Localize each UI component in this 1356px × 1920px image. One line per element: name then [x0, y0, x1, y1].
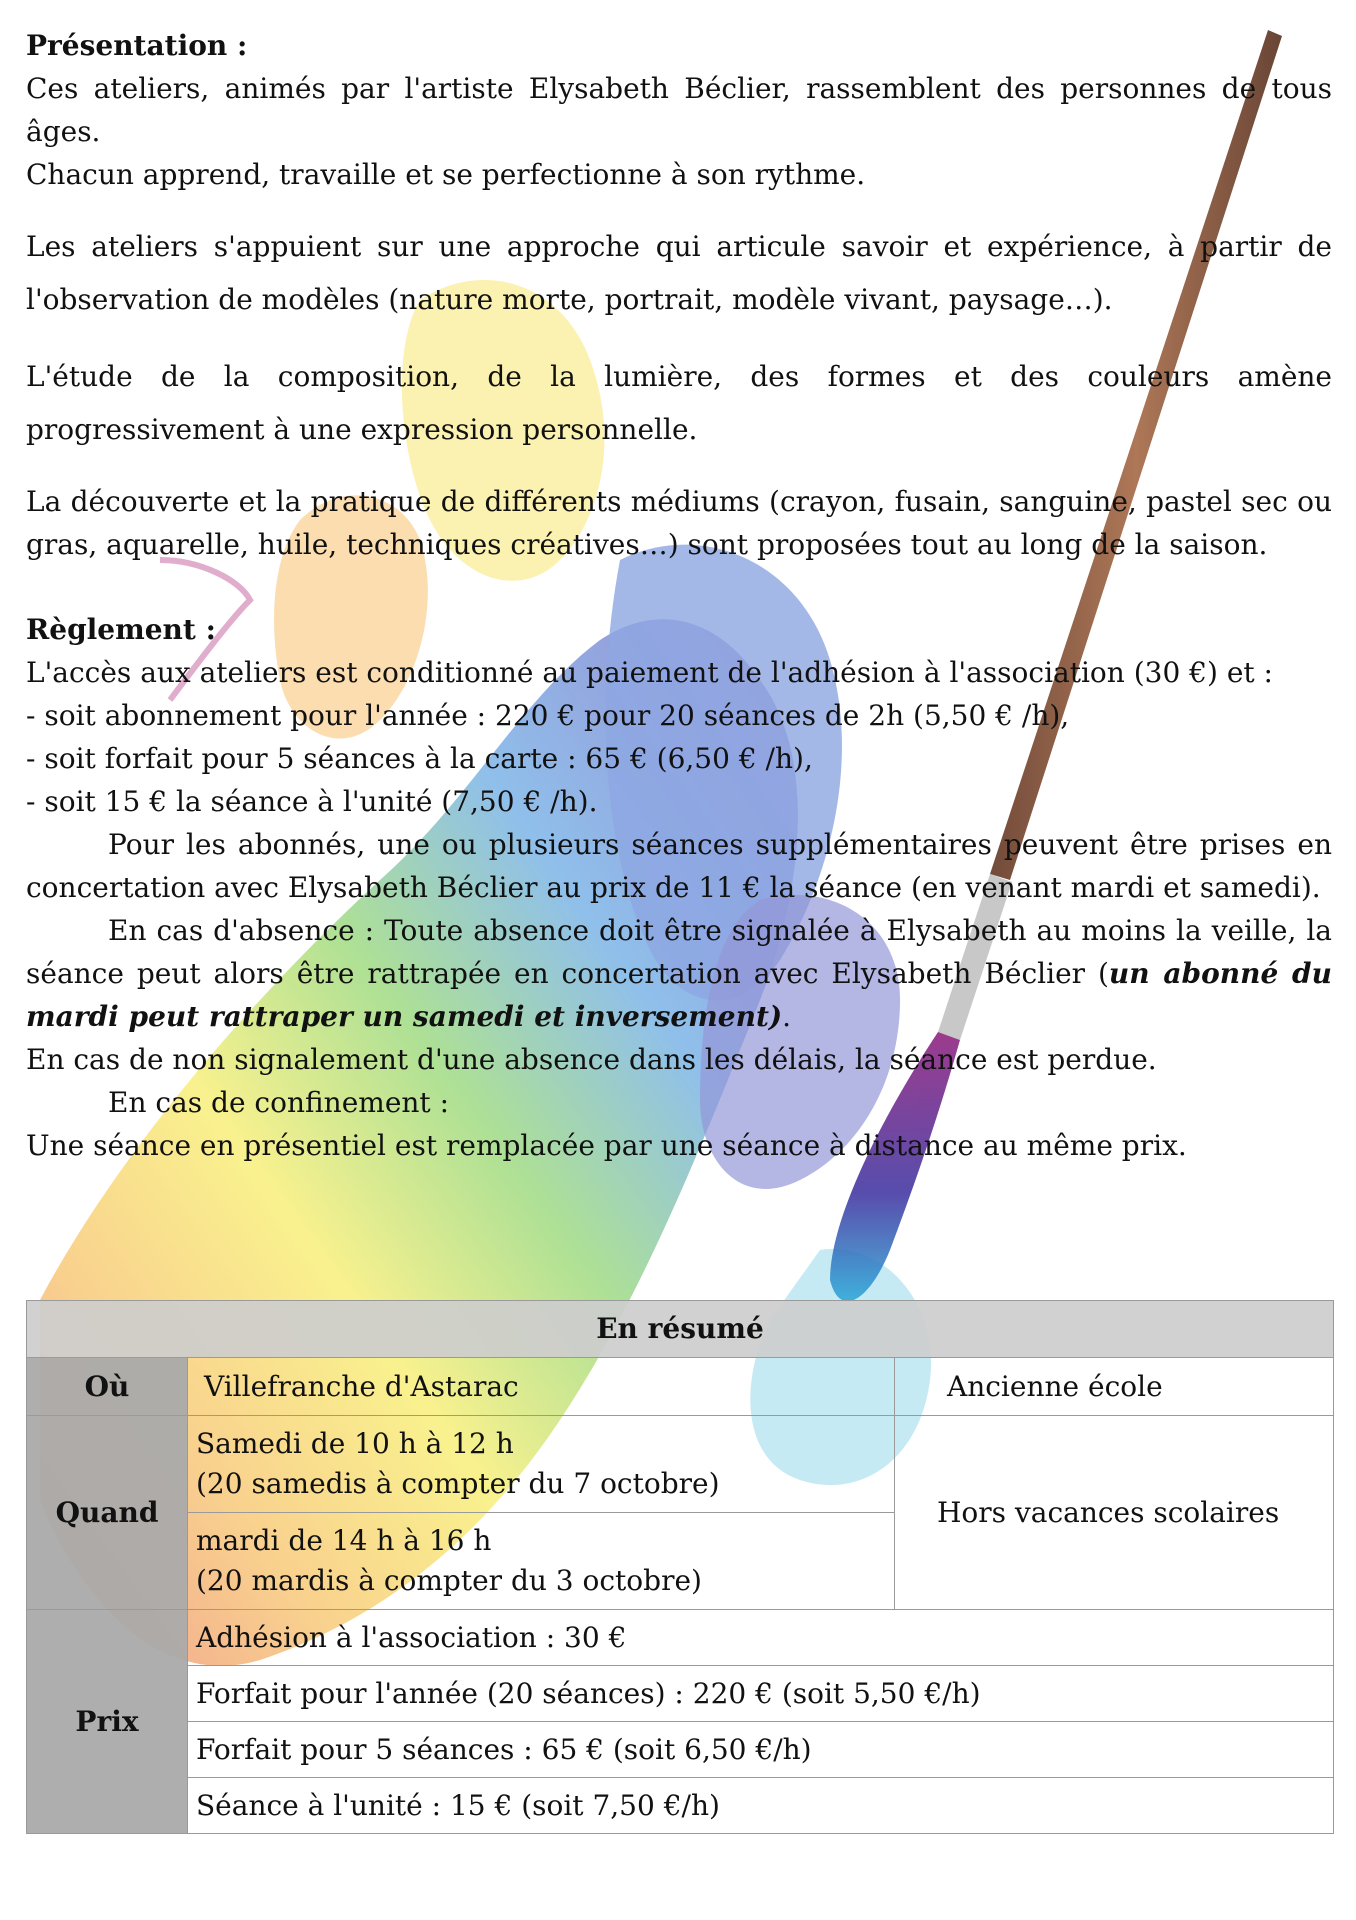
- document-body: [26, 24, 1332, 1167]
- prix-unite: Séance à l'unité : 15 € (soit 7,50 €/h): [188, 1778, 1334, 1834]
- reglement-option-annual: - soit abonnement pour l'année : 220 € pour 20 séances de 2h (5,50 € /h),: [26, 699, 1070, 732]
- ou-label: Où: [27, 1358, 188, 1416]
- presentation-rhythm: Chacun apprend, travaille et se perfectionne à son rythme.: [26, 158, 866, 191]
- prix-forfait-annee: Forfait pour l'année (20 séances) : 220 € (soit 5,50 €/h): [188, 1666, 1334, 1722]
- reglement-supplementary: Pour les abonnés, une ou plusieurs séances supplémentaires peuvent être prises en concertation avec Elysabeth Béclier au prix de 11 € la séance (en venant mardi et samedi).: [26, 828, 1332, 904]
- summary-table: [26, 1300, 1334, 1834]
- prix-adhesion: Adhésion à l'association : 30 €: [188, 1610, 1334, 1666]
- reglement-option-card: - soit forfait pour 5 séances à la carte : 65 € (6,50 € /h),: [26, 742, 813, 775]
- absence-text: En cas d'absence : Toute absence doit être signalée à Elysabeth au moins la veille, la séance peut alors être rattrapée en concertation avec Elysabeth Béclier (: [26, 914, 1332, 990]
- prix-label: Prix: [27, 1610, 188, 1834]
- presentation-study: L'étude de la composition, de la lumière, des formes et des couleurs amène progressivement à une expression personnelle.: [26, 360, 1332, 446]
- quand-label: Quand: [27, 1416, 188, 1610]
- reglement-heading: Règlement :: [26, 613, 216, 646]
- samedi-hours: Samedi de 10 h à 12 h: [196, 1427, 514, 1460]
- reglement-confinement-detail: Une séance en présentiel est remplacée par une séance à distance au même prix.: [26, 1129, 1187, 1162]
- reglement-option-unit: - soit 15 € la séance à l'unité (7,50 € /h).: [26, 785, 598, 818]
- mardi-hours: mardi de 14 h à 16 h: [196, 1524, 492, 1557]
- ou-place: Villefranche d'Astarac: [188, 1358, 895, 1416]
- absence-italic: un abonné du mardi peut rattraper un samedi et inversement): [26, 957, 1332, 1033]
- quand-note: Hors vacances scolaires: [895, 1416, 1334, 1610]
- reglement-confinement: En cas de confinement :: [108, 1086, 450, 1119]
- quand-samedi: [188, 1416, 895, 1513]
- mardi-period: (20 mardis à compter du 3 octobre): [196, 1564, 702, 1597]
- presentation-mediums: La découverte et la pratique de différents médiums (crayon, fusain, sanguine, pastel sec ou gras, aquarelle, huile, techniques créatives…) sont proposées tout au long de la saison.: [26, 485, 1332, 561]
- presentation-approach: Les ateliers s'appuient sur une approche qui articule savoir et expérience, à partir de l'observation de modèles (nature morte, portrait, modèle vivant, paysage…).: [26, 230, 1332, 316]
- reglement-absence: [26, 909, 1332, 1038]
- presentation-heading: Présentation :: [26, 29, 248, 62]
- absence-end: .: [782, 1000, 792, 1033]
- presentation-intro: Ces ateliers, animés par l'artiste Elysabeth Béclier, rassemblent des personnes de tous âges.: [26, 72, 1332, 148]
- reglement-non-signal: En cas de non signalement d'une absence dans les délais, la séance est perdue.: [26, 1043, 1157, 1076]
- quand-mardi: [188, 1513, 895, 1610]
- summary-title: En résumé: [27, 1301, 1334, 1358]
- samedi-period: (20 samedis à compter du 7 octobre): [196, 1467, 720, 1500]
- ou-building: Ancienne école: [895, 1358, 1334, 1416]
- prix-forfait-5: Forfait pour 5 séances : 65 € (soit 6,50 €/h): [188, 1722, 1334, 1778]
- reglement-intro: L'accès aux ateliers est conditionné au paiement de l'adhésion à l'association (30 €) et :: [26, 656, 1273, 689]
